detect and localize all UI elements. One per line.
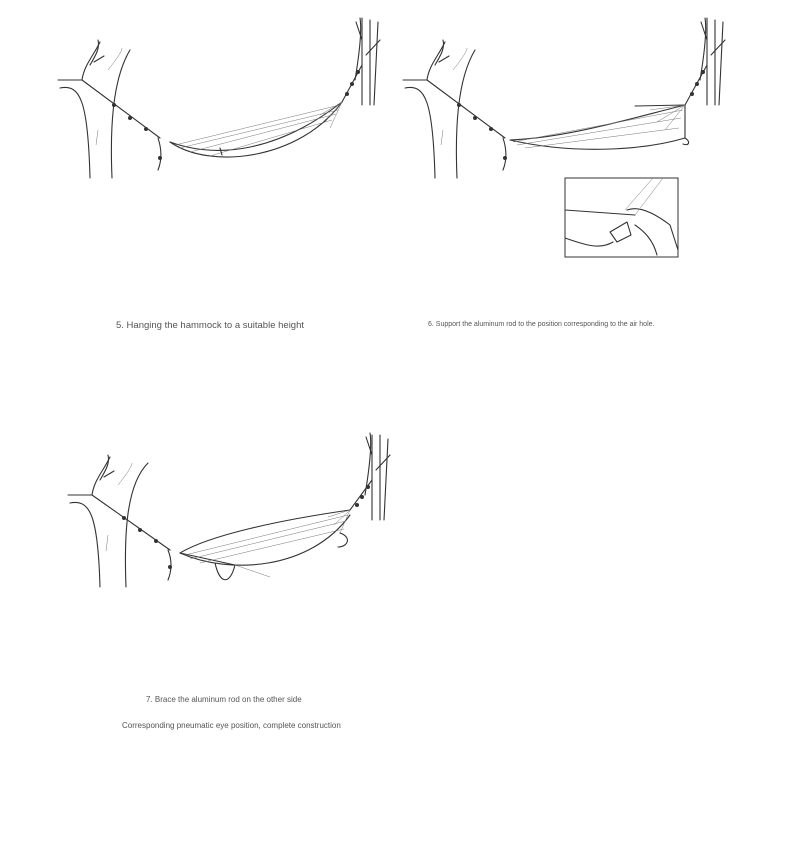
left-tree (68, 455, 148, 587)
step5-illustration (50, 10, 390, 190)
right-tree (700, 18, 725, 105)
hammock-hanging-diagram (50, 10, 390, 190)
detail-inset (565, 178, 678, 257)
right-strap (350, 480, 372, 510)
left-strap (82, 80, 162, 170)
step6-caption: 6. Support the aluminum rod to the position corresponding to the air hole. (428, 321, 655, 328)
step7-caption: 7. Brace the aluminum rod on the other side (146, 695, 302, 704)
right-strap (685, 65, 707, 105)
hammock-brace-diagram (60, 425, 400, 605)
step5-caption: 5. Hanging the hammock to a suitable height (116, 320, 305, 331)
hammock-body (180, 510, 350, 580)
step7-note: Corresponding pneumatic eye position, complete construction (122, 721, 341, 730)
step6-illustration (395, 10, 735, 260)
right-strap (342, 65, 362, 102)
left-tree (58, 40, 130, 178)
hammock-rod-diagram (395, 10, 735, 260)
right-tree (355, 18, 380, 105)
hammock-body (510, 105, 689, 149)
step7-illustration (60, 425, 400, 605)
left-tree (403, 40, 475, 178)
hammock-body (170, 102, 342, 157)
left-strap (427, 80, 507, 170)
right-tree (365, 433, 390, 520)
left-strap (92, 495, 172, 580)
